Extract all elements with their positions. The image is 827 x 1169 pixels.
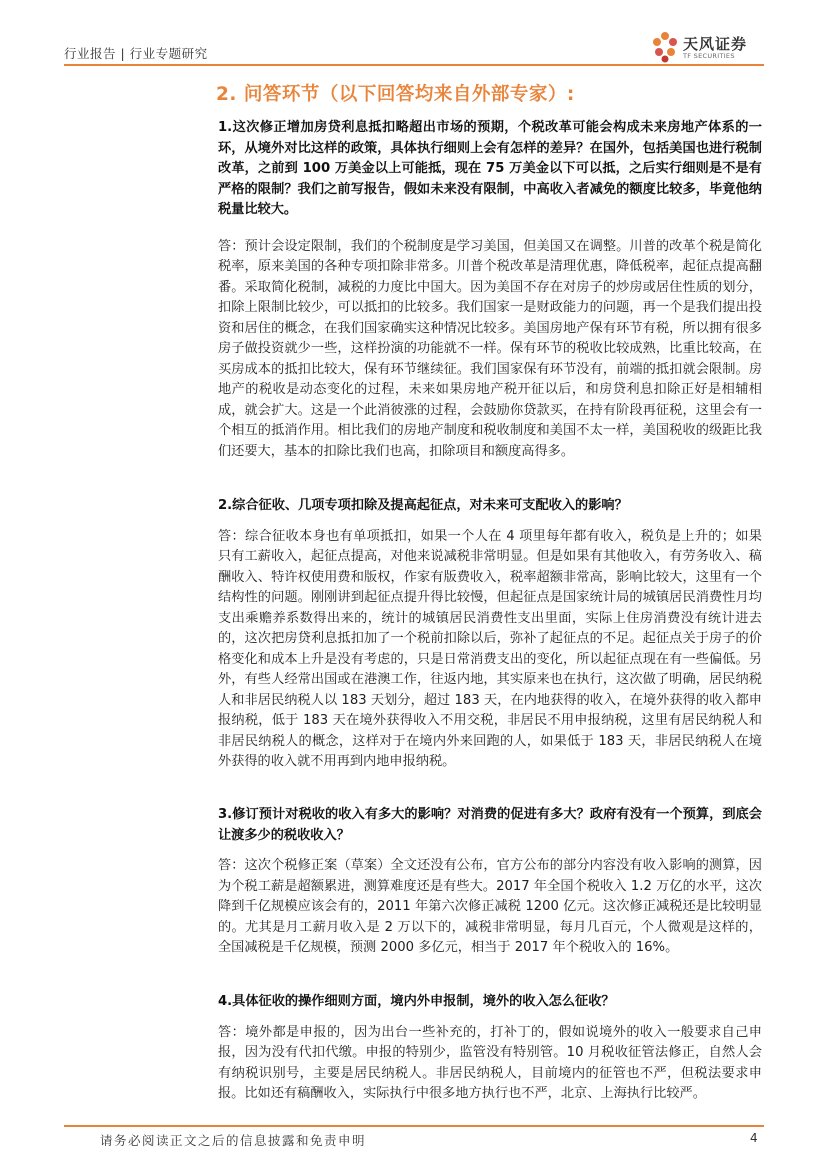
question-4: 4.具体征收的操作细则方面，境内外申报制，境外的收入怎么征收？ [218,994,615,1009]
answer-3: 答：这次个税修正案（草案）全文还没有公布，官方公布的部分内容没有收入影响的测算，因为个税工薪是超额累进，测算难度还是有些大。2017 年全国个税收入 1.2 万亿的水平，这次降到千亿规模应该会有的，2011 年第六次修正减税 1200 亿元。这次修正减税还是比较明显的。尤其是月工薪月收入是 2 万以下的，减税非常明显，每月几百元，个人微观是这样的，全国减税是千亿规模，预测 2000 多亿元，相当于 2017 年个税收入的 16%。 [218,858,762,955]
header-category: 行业报告 | 行业专题研究 [64,46,208,61]
footer-disclaimer: 请务必阅读正文之后的信息披露和免责申明 [100,1133,367,1148]
qa-block-4 [218,992,762,1105]
footer-divider [64,1125,764,1127]
logo-subtitle: TF SECURITIES [683,52,735,60]
question-2: 2.综合征收、几项专项扣除及提高起征点，对未来可支配收入的影响？ [218,498,628,513]
page-number: 4 [750,1131,758,1145]
question-3: 3.修订预计对税收的收入有多大的影响？对消费的促进有多大？政府有没有一个预算，到底会让渡多少的税收收入？ [218,807,762,843]
logo-flower-icon [650,30,680,64]
answer-2: 答：综合征收本身也有单项抵扣，如果一个人在 4 项里每年都有收入，税负是上升的；如果只有工薪收入，起征点提高，对他来说减税非常明显。但是如果有其他收入，有劳务收入、稿酬收入、特许权使用费和版权，作家有版费收入，税率超额非常高，影响比较大，这里有一个结构性的问题。刚刚讲到起征点提升得比较慢，但起征点是国家统计局的城镇居民消费性月均支出乘赡养系数得出来的，统计的城镇居民消费性支出里面，实际上住房消费没有统计进去的，这次把房贷利息抵扣加了一个税前扣除以后，弥补了起征点的不足。起征点关于房子的价格变化和成本上升是没有考虑的，只是日常消费支出的变化，所以起征点现在有一些偏低。另外，有些人经常出国或在港澳工作，往返内地，其实原来也在执行，这次做了明确，居民纳税人和非居民纳税人以 183 天划分，超过 183 天，在内地获得的收入，在境外获得的收入都申报纳税，低于 183 天在境外获得收入不用交税，非居民不用申报纳税，这里有居民纳税人和非居民纳税人的概念，这样对于在境内外来回跑的人，如果低于 183 天，非居民纳税人在境外获得的收入就不用再到内地申报纳税。 [218,528,762,769]
logo-name: 天风证券 [683,35,748,53]
question-1: 1.这次修正增加房贷利息抵扣略超出市场的预期，个税改革可能会构成未来房地产体系的一环，从境外对比这样的政策，具体执行细则上会有怎样的差异？在国外，包括美国也进行税制改革，之前到 100 万美金以上可能抵，现在 75 万美金以下可以抵，之后实行细则是不是有严格的限制？我们之前写报告，假如未来没有限制，中高收入者减免的额度比较多，毕竟他纳税量比较大。 [218,120,762,217]
answer-1: 答：预计会设定限制，我们的个税制度是学习美国，但美国又在调整。川普的改革个税是简化税率，原来美国的各种专项扣除非常多。川普个税改革是清理优惠，降低税率，起征点提高翻番。采取简化税制，减税的力度比中国大。因为美国不存在对房子的炒房或居住性质的划分，扣除上限制比较少，可以抵扣的比较多。我们国家一是财政能力的问题，再一个是我们提出投资和居住的概念，在我们国家确实这种情况比较多。美国房地产保有环节有税，所以拥有很多房子做投资就少一些，这样扮演的功能就不一样。保有环节的税收比较成熟，比重比较高，在买房成本的抵扣比较大，保有环节继续征。我们国家保有环节没有，前端的抵扣就会限制。房地产的税收是动态变化的过程，未来如果房地产税开征以后，和房贷利息扣除正好是相辅相成，就会扩大。这是一个此消彼涨的过程，会鼓励你贷款买，在持有阶段再征税，这里会有一个相互的抵消作用。相比我们的房地产制度和税收制度和美国不太一样，美国税收的级距比我们还要大，基本的扣除比我们也高，扣除项目和额度高得多。 [218,238,762,459]
company-logo [650,30,765,64]
qa-block-2 [218,496,762,773]
qa-block-3 [218,805,762,959]
answer-4: 答：境外都是申报的，因为出台一些补充的，打补丁的，假如说境外的收入一般要求自己申报，因为没有代扣代缴。申报的特别少，监管没有特别管。10 月税收征管法修正，自然人会有纳税识别号，主要是居民纳税人。非居民纳税人，目前境内的征管也不严，但税法要求申报。比如还有稿酬收入，实际执行中很多地方执行也不严，北京、上海执行比较严。 [218,1024,762,1101]
qa-block-1 [218,118,762,462]
section-title: 2. 问答环节（以下回答均来自外部专家）: [216,84,575,105]
header-divider [64,64,764,66]
